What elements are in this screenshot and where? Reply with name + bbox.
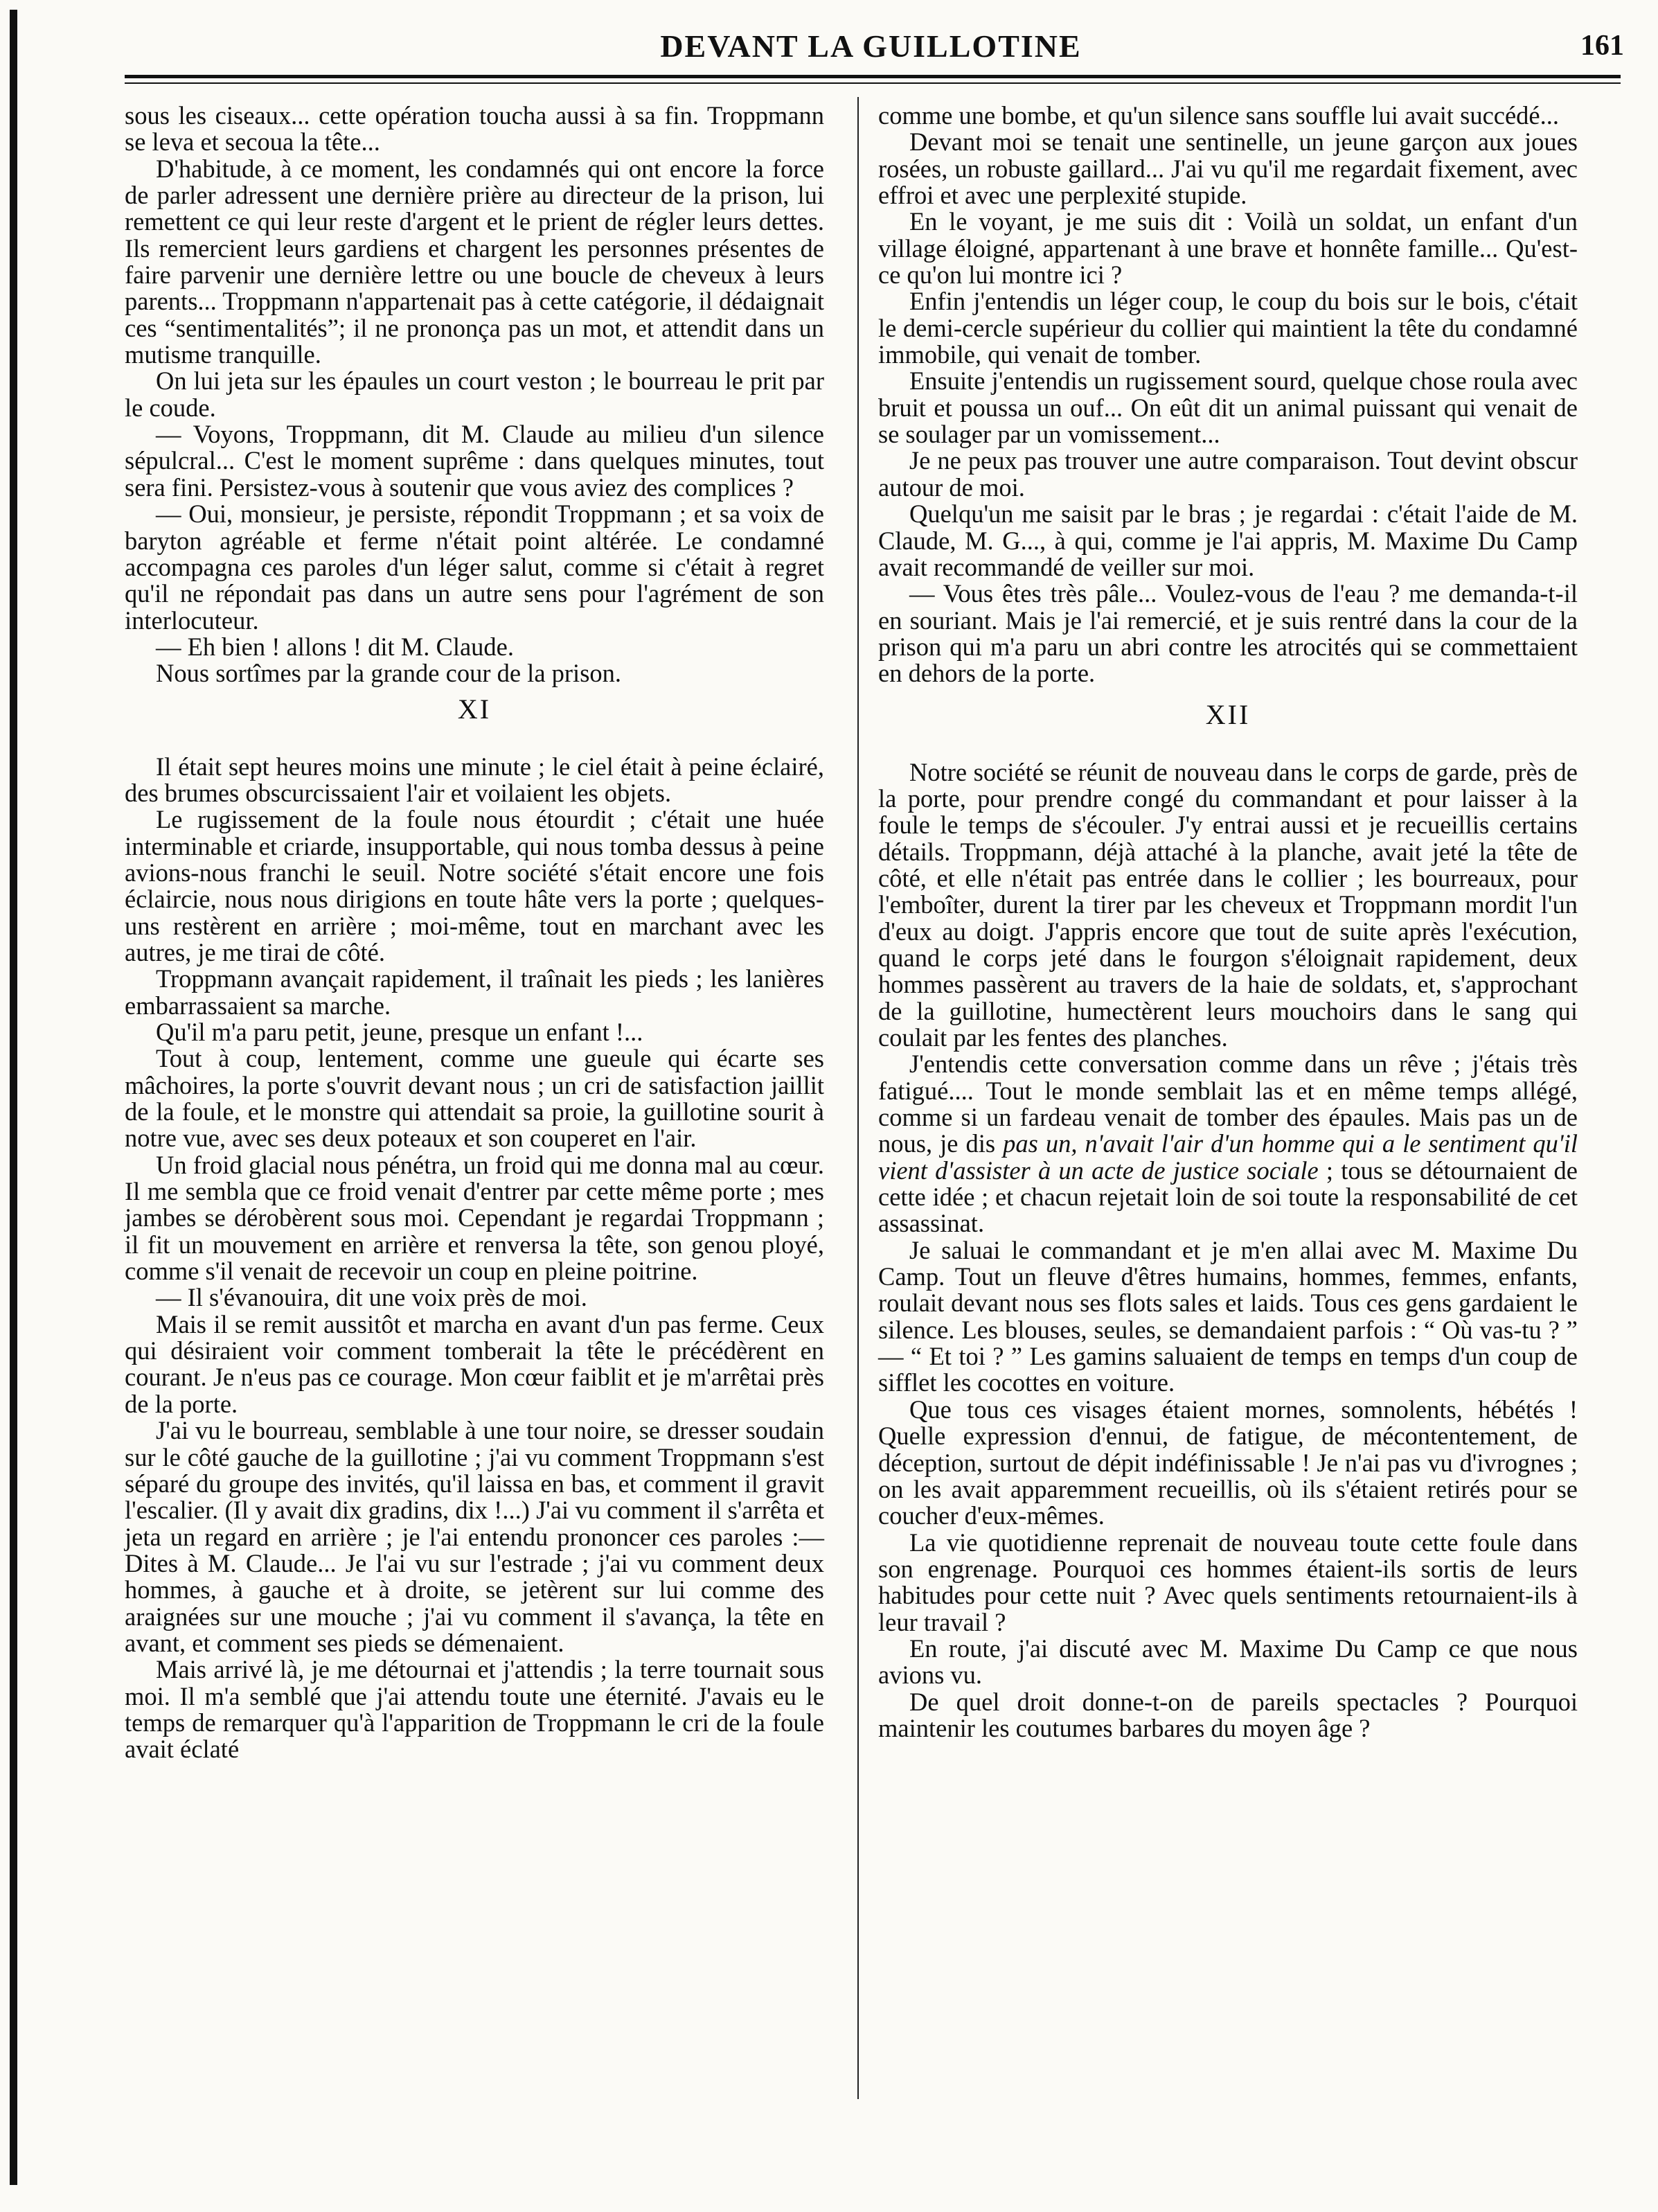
paragraph: En le voyant, je me suis dit : Voilà un soldat, un enfant d'un village éloigné, appartenant à une brave et honnête famille... Qu'est-ce qu'on lui montre ici ? <box>878 207 1578 290</box>
paragraph: J'ai vu le bourreau, semblable à une tour noire, se dresser soudain sur le côté gauche de la guillotine ; j'ai vu comment Troppmann s'est séparé du groupe des invités, qu'il laissa en bas, et comment il gravit l'escalier. (Il y avait dix gradins, dix !...) J'ai vu comment il s'arrêta et jeta un regard en arrière ; je l'ai entendu prononcer ces paroles :— Dites à M. Claude... Je l'ai vu sur l'estrade ; j'ai vu comment deux hommes, à gauche et à droite, se jetèrent sur lui comme des araignées sur une mouche ; j'ai vu comment il s'avança, la tête en avant, et comment ses pieds se démenaient. <box>125 1416 824 1657</box>
italic-text: pas un, n'avait l'air d'un homme qui a le sentiment qu'il vient d'assister à un acte de justice sociale <box>878 1129 1578 1185</box>
header-rule-thin <box>125 82 1621 84</box>
paragraph: Enfin j'entendis un léger coup, le coup du bois sur le bois, c'était le demi-cercle supérieur du collier qui maintient la tête du condamné immobile, qui venait de tomber. <box>878 287 1578 369</box>
paragraph: Quelqu'un me saisit par le bras ; je regardai : c'était l'aide de M. Claude, M. G..., à qui, comme je l'ai appris, M. Maxime Du Camp avait recommandé de veiller sur moi. <box>878 499 1578 581</box>
column-divider <box>857 97 859 2099</box>
paragraph-text: ; tous se détournaient de cette idée ; et chacun rejetait loin de soi toute la responsabilité de cet assassinat. <box>878 1156 1578 1238</box>
paragraph: Troppmann avançait rapidement, il traînait les pieds ; les lanières embarrassaient sa marche. <box>125 964 824 1020</box>
paragraph <box>878 1051 1578 1237</box>
paragraph: Qu'il m'a paru petit, jeune, presque un enfant !... <box>156 1018 643 1046</box>
paragraph: D'habitude, à ce moment, les condamnés qui ont encore la force de parler adressent une dernière prière au directeur de la prison, lui remettent ce qui leur reste d'argent et le prient de régler leurs dettes. Ils remercient leurs gardiens et chargent les personnes présentes de faire parvenir une dernière lettre ou une boucle de cheveux à leurs parents... Troppmann n'appartenait pas à cette catégorie, il dédaignait ces “sentimentalités”; il ne prononça pas un mot, et attendit dans un mutisme tranquille. <box>125 154 824 369</box>
paragraph: Mais arrivé là, je me détournai et j'attendis ; la terre tournait sous moi. Il m'a semblé que j'ai attendu toute une éternité. J'avais eu le temps de remarquer qu'à l'apparition de Troppmann le cri de la foule avait éclaté <box>125 1655 824 1764</box>
left-column <box>125 103 824 1763</box>
paragraph: sous les ciseaux... cette opération toucha aussi à sa fin. Troppmann se leva et secoua la tête... <box>125 101 824 157</box>
margin-rule <box>10 10 17 2185</box>
paragraph: Il était sept heures moins une minute ; le ciel était à peine éclairé, des brumes obscurcissaient l'air et voilaient les objets. <box>125 752 824 807</box>
paragraph: Tout à coup, lentement, comme une gueule qui écarte ses mâchoires, la porte s'ouvrit devant nous ; un cri de satisfaction jaillit de la foule, et le monstre qui attendait sa proie, la guillotine sourit à notre vue, avec ses deux poteaux et son couperet en l'air. <box>125 1044 824 1153</box>
paragraph: — Oui, monsieur, je persiste, répondit Troppmann ; et sa voix de baryton agréable et ferme n'était point altérée. Le condamné accompagna ces paroles d'un léger salut, comme si c'était à regret qu'il ne répondait pas dans un autre sens pour l'agrément de son interlocuteur. <box>125 499 824 635</box>
page-number: 161 <box>1580 30 1624 62</box>
paragraph: Devant moi se tenait une sentinelle, un jeune garçon aux joues rosées, un robuste gaillard... J'ai vu qu'il me regardait fixement, avec effroi et avec une perplexité stupide. <box>878 127 1578 210</box>
paragraph-text: J'entendis cette conversation comme dans un rêve ; j'étais très fatigué.... Tout le monde semblait las et en même temps allégé, comme si un fardeau venait de tomber des épaules. Mais pas un de nous, je dis <box>878 1050 1578 1158</box>
paragraph: — Eh bien ! allons ! dit M. Claude. <box>156 632 515 661</box>
paragraph: Un froid glacial nous pénétra, un froid qui me donna mal au cœur. Il me sembla que ce froid venait d'entrer par cette même porte ; mes jambes se dérobèrent sous moi. Cependant je regardai Troppmann ; il fit un mouvement en arrière et renversa la tête, son genou ployé, comme s'il venait de recevoir un coup en pleine poitrine. <box>125 1150 824 1286</box>
paragraph: Nous sortîmes par la grande cour de la prison. <box>156 659 622 688</box>
page-header <box>118 19 1624 75</box>
paragraph: comme une bombe, et qu'un silence sans souffle lui avait succédé... <box>878 101 1560 130</box>
paragraph: La vie quotidienne reprenait de nouveau toute cette foule dans son engrenage. Pourquoi ces hommes étaient-ils sortis de leurs habitudes pour cette nuit ? Avec quels sentiments retournaient-ils à leur travail ? <box>878 1528 1578 1636</box>
paragraph: Ensuite j'entendis un rugissement sourd, quelque chose roula avec bruit et poussa un ouf... On eût dit un animal puissant qui venait de se soulager par un vomissement... <box>878 366 1578 449</box>
paragraph: Mais il se remit aussitôt et marcha en avant d'un pas ferme. Ceux qui désiraient voir comment tomberait la tête le précédèrent en courant. Je n'eus pas ce courage. Mon cœur faiblit et je m'arrêtai près de la porte. <box>125 1309 824 1418</box>
paragraph: Le rugissement de la foule nous étourdit ; c'était une huée interminable et criarde, insupportable, qui nous tomba dessus à peine avions-nous franchi le seuil. Notre société s'était encore une fois éclaircie, nous nous dirigions en toute hâte vers la porte ; quelques-uns restèrent en arrière ; moi-même, tout en marchant avec les autres, je me tirai de côté. <box>125 805 824 966</box>
paragraph: On lui jeta sur les épaules un court veston ; le bourreau le prit par le coude. <box>125 366 824 422</box>
paragraph: — Il s'évanouira, dit une voix près de moi. <box>156 1283 587 1312</box>
paragraph: — Vous êtes très pâle... Voulez-vous de l'eau ? me demanda-t-il en souriant. Mais je l'ai remercié, et je suis rentré dans la cour de la prison qui m'a paru un abri contre les atrocités qui se commettaient en dehors de la porte. <box>878 579 1578 688</box>
running-title: DEVANT LA GUILLOTINE <box>660 28 1082 64</box>
paragraph: Je saluai le commandant et je m'en allai avec M. Maxime Du Camp. Tout un fleuve d'êtres humains, hommes, femmes, enfants, roulait devant nous ses flots sales et laids. Tous ces gens gardaient le silence. Les blouses, seules, se demandaient parfois : “ Où vas-tu ? ” — “ Et toi ? ” Les gamins saluaient de temps en temps d'un coup de sifflet les cocottes en voiture. <box>878 1235 1578 1397</box>
paragraph: Notre société se réunit de nouveau dans le corps de garde, près de la porte, pour prendre congé du commandant et pour laisser à la foule le temps de s'écouler. J'y entrai aussi et je recueillis certains détails. Troppmann, déjà attaché à la planche, avait jeté la tête de côté, et elle n'était pas entrée dans le collier ; les bourreaux, pour l'emboîter, durent la tirer par les cheveux et Troppmann mordit l'un d'eux au doigt. J'appris encore que tout de suite après l'exécution, quand le corps jeté dans le fourgon s'éloignait rapidement, deux hommes passèrent au travers de la haie de soldats, et, s'approchant de la guillotine, humectèrent leurs mouchoirs dans le sang qui coulait par les fentes des planches. <box>878 757 1578 1052</box>
header-rule-thick <box>125 75 1621 78</box>
paragraph: Je ne peux pas trouver une autre comparaison. Tout devint obscur autour de moi. <box>878 446 1578 502</box>
paragraph: En route, j'ai discuté avec M. Maxime Du Camp ce que nous avions vu. <box>878 1634 1578 1690</box>
paragraph: De quel droit donne-t-on de pareils spectacles ? Pourquoi maintenir les coutumes barbares du moyen âge ? <box>878 1687 1578 1742</box>
section-heading-xi: XI <box>457 693 492 725</box>
paragraph: — Voyons, Troppmann, dit M. Claude au milieu d'un silence sépulcral... C'est le moment suprême : dans quelques minutes, tout sera fini. Persistez-vous à soutenir que vous aviez des complices ? <box>125 420 824 502</box>
paragraph: Que tous ces visages étaient mornes, somnolents, hébétés ! Quelle expression d'ennui, de fatigue, de mécontentement, de déception, surtout de dépit indéfinissable ! Je n'ai pas vu d'ivrognes ; on les avait apparemment recueillis, où ils s'étaient retirés pour se coucher d'eux-mêmes. <box>878 1395 1578 1530</box>
section-heading-xii: XII <box>1205 698 1251 730</box>
right-column <box>878 103 1578 1742</box>
